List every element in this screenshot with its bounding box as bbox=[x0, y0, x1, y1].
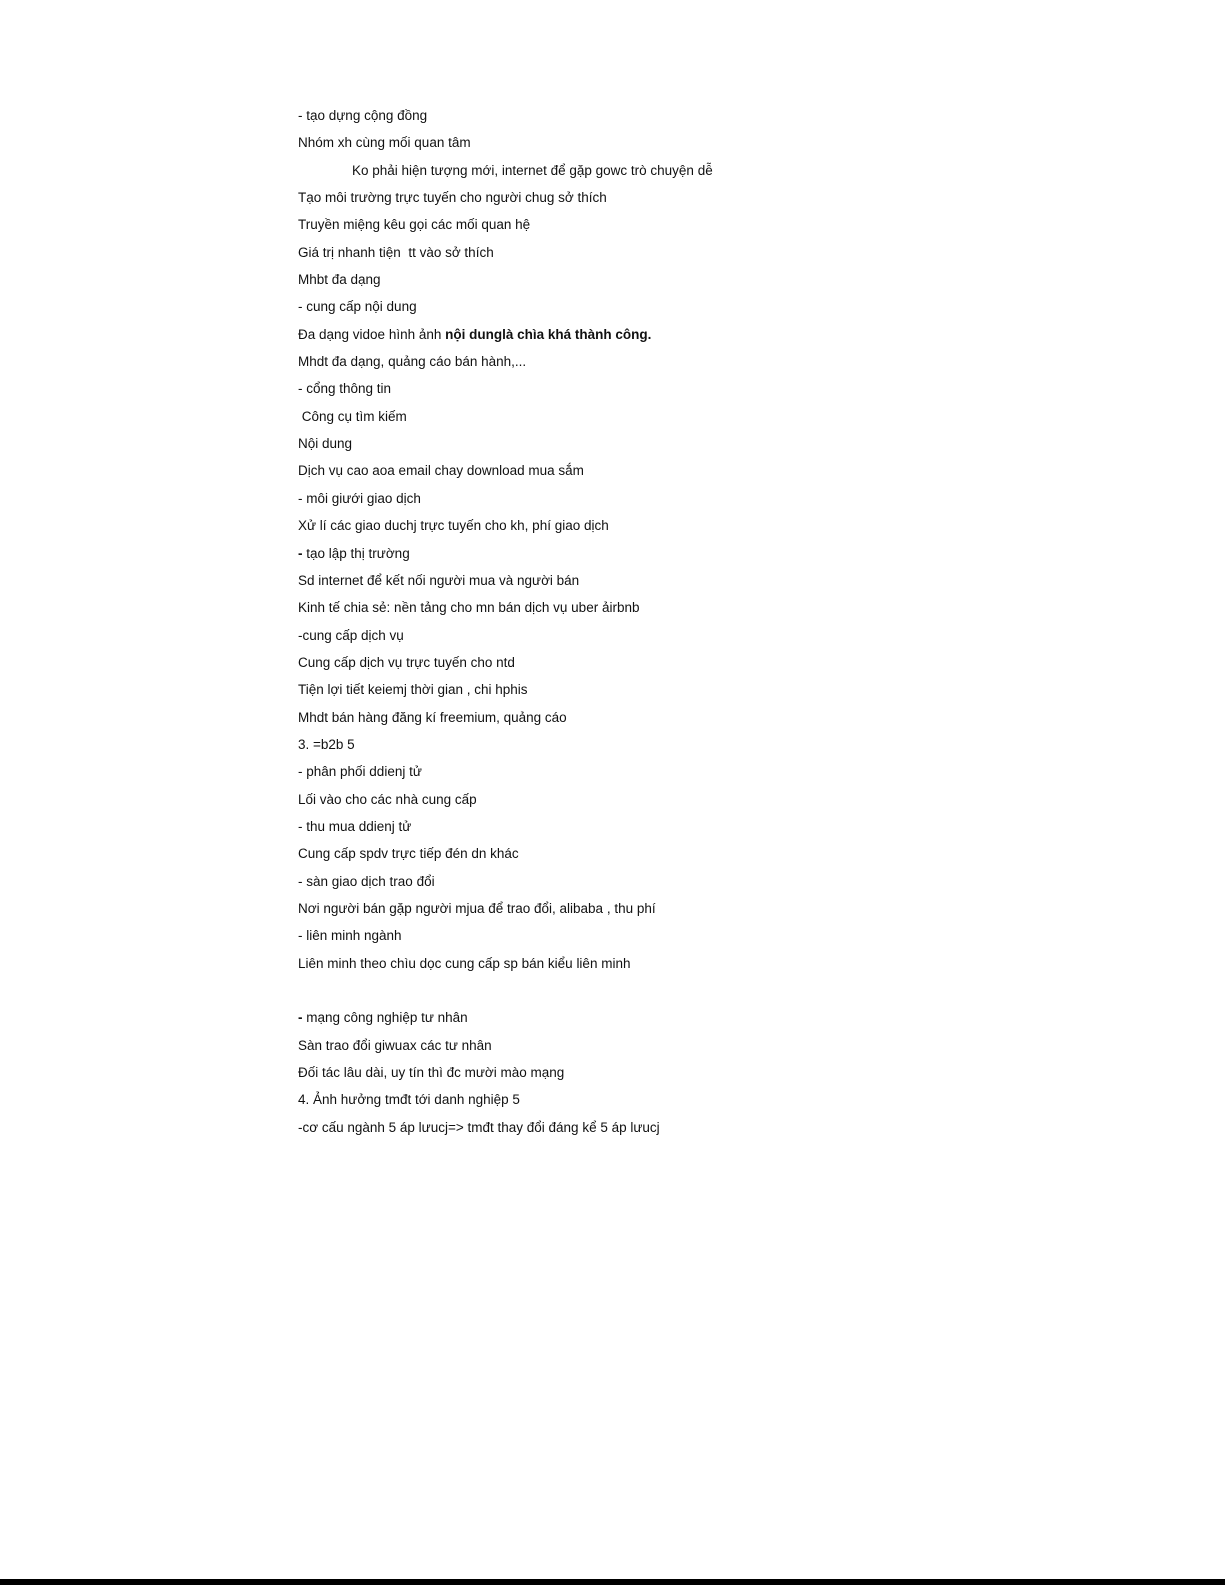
text-line: Tiện lợi tiết keiemj thời gian , chi hphis bbox=[298, 682, 528, 698]
text-line: Sàn trao đổi giwuax các tư nhân bbox=[298, 1037, 492, 1053]
text-line: Sd internet để kết nối người mua và người bán bbox=[298, 572, 580, 588]
blank-line bbox=[298, 981, 998, 1008]
bullet-line: - liên minh ngành bbox=[298, 928, 402, 944]
bullet-line: - sàn giao dịch trao đổi bbox=[298, 873, 435, 889]
text-line: Nội dung bbox=[298, 436, 353, 452]
text-line: Kinh tế chia sẻ: nền tảng cho mn bán dịch vụ uber ảirbnb bbox=[298, 600, 640, 616]
bold-dash: - bbox=[298, 545, 303, 561]
document-body bbox=[298, 106, 998, 1145]
text-line: Đối tác lâu dài, uy tín thì đc mười mào mạng bbox=[298, 1065, 565, 1081]
bullet-line bbox=[298, 1008, 998, 1035]
bullet-line: - cung cấp nội dung bbox=[298, 299, 417, 315]
text-line: Mhbt đa dạng bbox=[298, 272, 381, 288]
line-text: mạng công nghiệp tư nhân bbox=[302, 1010, 468, 1026]
text-line: Tạo môi trường trực tuyến cho người chug sở thích bbox=[298, 190, 607, 206]
text-line: Cung cấp spdv trực tiếp đén dn khác bbox=[298, 846, 519, 862]
text-line: Giá trị nhanh tiện tt vào sở thích bbox=[298, 244, 494, 260]
text-line: -cơ cấu ngành 5 áp lưucj=> tmđt thay đổi đáng kể 5 áp lưucj bbox=[298, 1119, 660, 1135]
text-line: Nơi người bán gặp người mjua để trao đổi, alibaba , thu phí bbox=[298, 900, 656, 916]
section-heading: 4. Ảnh hưởng tmđt tới danh nghiệp 5 bbox=[298, 1092, 520, 1108]
text-line: Liên minh theo chìu dọc cung cấp sp bán kiểu liên minh bbox=[298, 955, 631, 971]
bullet-line: - cổng thông tin bbox=[298, 381, 392, 397]
bullet-line: - thu mua ddienj tử bbox=[298, 818, 412, 834]
bullet-line: - tạo dựng cộng đồng bbox=[298, 108, 428, 123]
line-text: tạo lập thị trường bbox=[302, 545, 410, 561]
text-line: Dịch vụ cao aoa email chay download mua sắm bbox=[298, 463, 584, 479]
section-heading: 3. =b2b 5 bbox=[298, 736, 355, 752]
bold-text: nội dunglà chìa khá thành công. bbox=[445, 326, 652, 342]
text-line: Cung cấp dịch vụ trực tuyến cho ntd bbox=[298, 654, 515, 670]
text-line: Nhóm xh cùng mối quan tâm bbox=[298, 135, 471, 151]
text-line: Xử lí các giao duchj trực tuyến cho kh, phí giao dịch bbox=[298, 518, 609, 534]
line-text: Đa dạng vidoe hình ảnh bbox=[298, 326, 446, 342]
bold-dash: - bbox=[298, 1010, 303, 1026]
text-line: Truyền miệng kêu gọi các mối quan hệ bbox=[298, 217, 531, 233]
text-line: Mhdt bán hàng đăng kí freemium, quảng cáo bbox=[298, 709, 567, 725]
text-line: Mhdt đa dạng, quảng cáo bán hành,... bbox=[298, 354, 527, 370]
text-line: Lối vào cho các nhà cung cấp bbox=[298, 791, 477, 807]
bullet-line: -cung cấp dịch vụ bbox=[298, 627, 404, 643]
mixed-emphasis-line bbox=[298, 325, 998, 352]
bullet-line bbox=[298, 544, 998, 571]
bullet-line: - môi giưới giao dịch bbox=[298, 490, 421, 506]
indented-text-line: Ko phải hiện tượng mới, internet để gặp gowc trò chuyện dễ bbox=[352, 162, 713, 178]
bullet-line: - phân phối ddienj tử bbox=[298, 764, 422, 780]
page-bottom-border bbox=[0, 1579, 1225, 1585]
text-line: Công cụ tìm kiếm bbox=[298, 408, 407, 424]
